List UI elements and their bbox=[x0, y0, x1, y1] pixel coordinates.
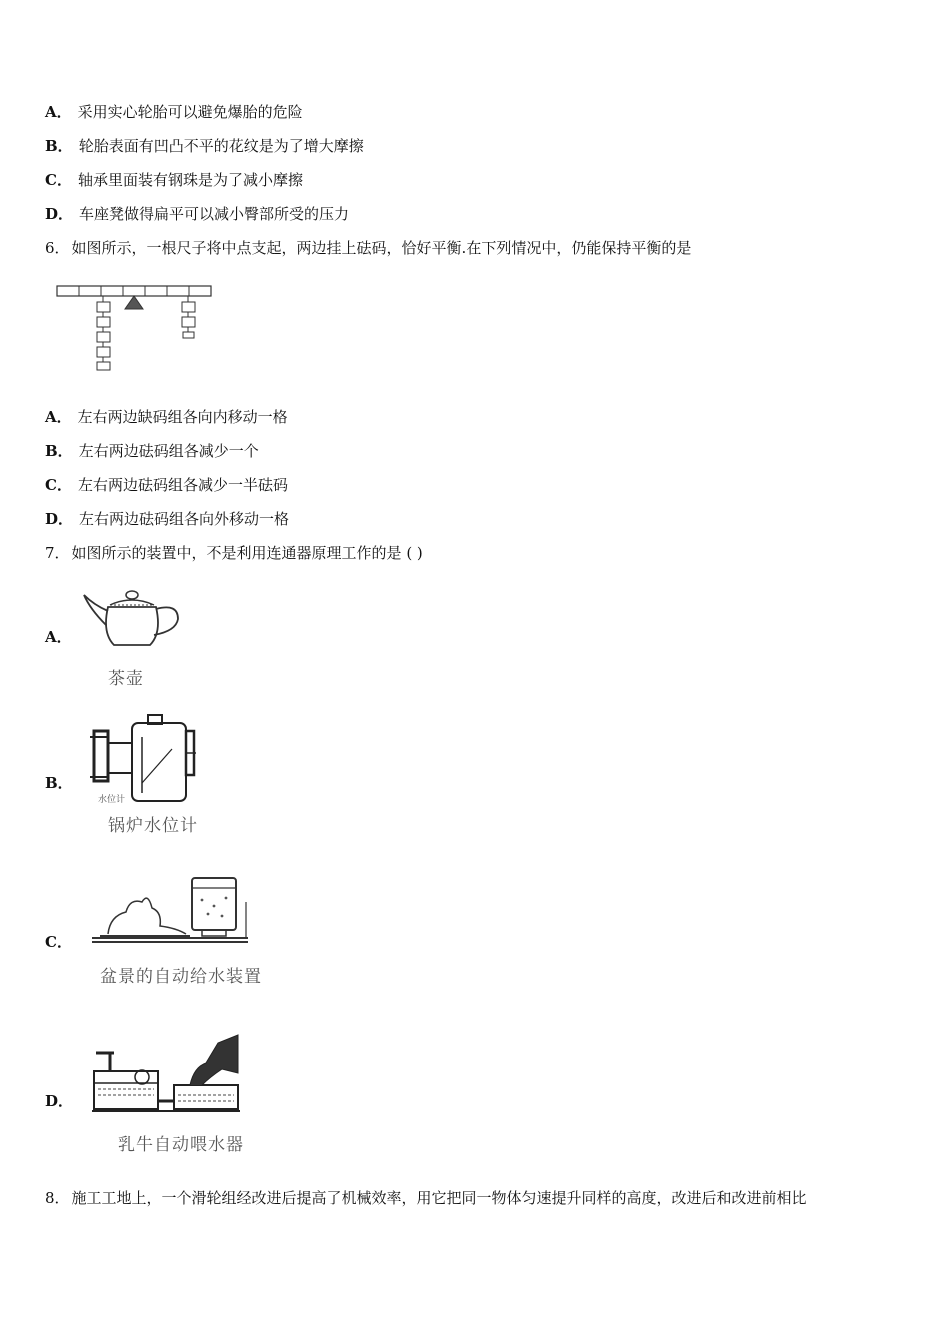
cow-feeder-caption: 乳牛自动喂水器 bbox=[118, 1135, 244, 1155]
q7-option-c-label: C． bbox=[45, 933, 72, 951]
boiler-caption: 锅炉水位计 bbox=[108, 816, 198, 836]
q6-option-c: C． 左右两边砝码组各减少一半砝码 bbox=[45, 476, 288, 494]
q7-option-b-label: B． bbox=[45, 774, 73, 792]
q6-option-a: A． 左右两边缺码组各向内移动一格 bbox=[45, 408, 288, 426]
q6-stem: 6． 如图所示，一根尺子将中点支起，两边挂上砝码，恰好平衡.在下列情况中，仍能保持平衡的是 bbox=[45, 239, 692, 257]
q5-option-b: B． 轮胎表面有凹凸不平的花纹是为了增大摩擦 bbox=[45, 137, 364, 155]
q8-stem: 8． 施工工地上，一个滑轮组经改进后提高了机械效率，用它把同一物体匀速提升同样的高度，改进后和改进前相比 bbox=[45, 1189, 807, 1207]
q7-option-a-label: A． bbox=[45, 628, 72, 646]
q6-option-d: D． 左右两边砝码组各向外移动一格 bbox=[45, 510, 290, 528]
bonsai-water-supply-figure bbox=[90, 872, 250, 950]
q7-option-d-label: D． bbox=[45, 1092, 74, 1110]
water-level-gauge-label: 水位计 bbox=[98, 795, 126, 805]
bonsai-caption: 盆景的自动给水装置 bbox=[100, 967, 262, 987]
q6-option-b: B． 左右两边砝码组各减少一个 bbox=[45, 442, 259, 460]
q5-option-c: C． 轴承里面装有钢珠是为了减小摩擦 bbox=[45, 171, 303, 189]
q7-stem: 7． 如图所示的装置中，不是利用连通器原理工作的是 ( ) bbox=[45, 544, 423, 562]
teapot-caption: 茶壶 bbox=[108, 669, 144, 689]
cow-water-feeder-figure bbox=[90, 1033, 245, 1118]
lever-balance-figure bbox=[55, 282, 215, 377]
q5-option-a: A． 采用实心轮胎可以避免爆胎的危险 bbox=[45, 103, 303, 121]
q5-option-d: D． 车座凳做得扁平可以减小臀部所受的压力 bbox=[45, 205, 350, 223]
teapot-figure bbox=[80, 585, 185, 660]
